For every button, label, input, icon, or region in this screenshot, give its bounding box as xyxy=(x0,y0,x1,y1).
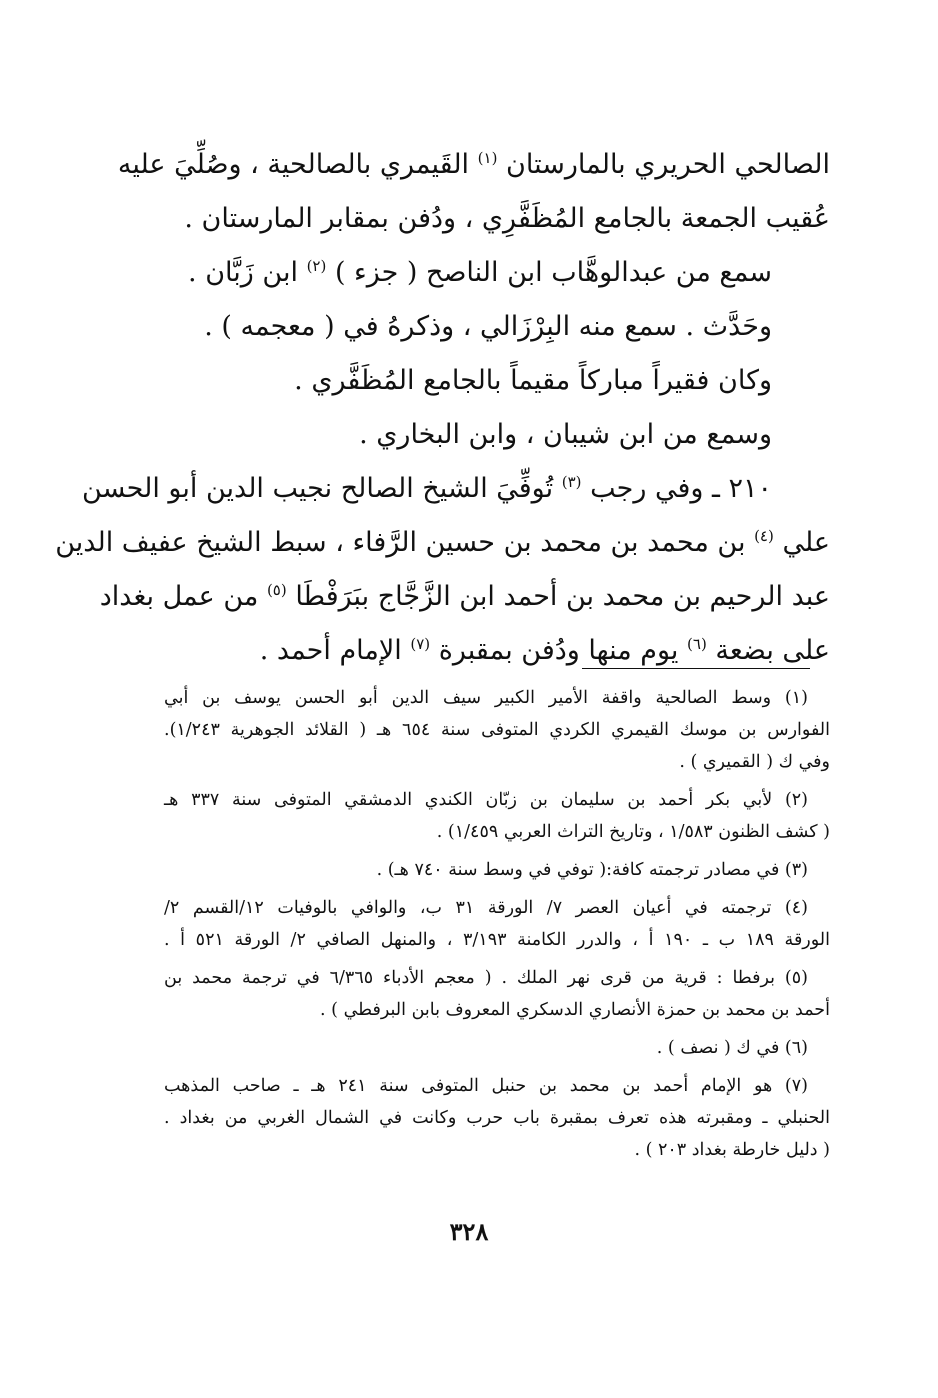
footnote-line: (٣) في مصادر ترجمته كافة:( توفي في وسط سنة ٧٤٠ هـ) . xyxy=(376,860,808,880)
footnote-line: أحمد بن محمد بن حمزة الأنصاري الدسكري المعروف بابن البرفطي ) . xyxy=(320,1000,830,1020)
footnote-marker: (٧) xyxy=(410,635,431,653)
text-line: سمع من عبدالوهَّاب ابن الناصح ( جزء ) $^{(٢)}$ ابن زَبَّان . xyxy=(188,257,772,288)
footnote-line: (٦) في ك ( نصف ) . xyxy=(656,1038,808,1058)
text-line: وسمع من ابن شيبان ، وابن البخاري . xyxy=(359,419,772,450)
main-text xyxy=(55,138,830,678)
footnote-line: وفي ك ( القميري ) . xyxy=(679,752,830,772)
footnote-marker: (٢) xyxy=(306,257,327,275)
footnote-line: الحنبلي ـ ومقبرته هذه تعرف بمقبرة باب حرب وكانت في الشمال الغربي من بغداد . xyxy=(164,1108,830,1128)
page-number: ٣٢٨ xyxy=(449,1217,489,1246)
footnote-marker: (٦) xyxy=(687,635,707,653)
footnote-separator xyxy=(582,668,810,669)
text-line: علي $^{(٤)}$ بن محمد بن محمد بن حسين الرَّفاء ، سبط الشيخ عفيف الدين xyxy=(55,527,830,558)
footnote-line: (٥) برفطا : قرية من قرى نهر الملك . ( معجم الأدباء ٦/٣٦٥ في ترجمة محمد بن xyxy=(164,968,808,988)
footnote-marker: (٣) xyxy=(561,473,582,491)
footnote-line: (٤) ترجمته في أعيان العصر ٧/ الورقة ٣١ ب، والوافي بالوفيات ١٢/القسم ٢/ xyxy=(164,898,808,918)
footnote-line: (٧) هو الإمام أحمد بن محمد بن حنبل المتوفى سنة ٢٤١ هـ ـ صاحب المذهب xyxy=(164,1076,808,1096)
text-line: عبد الرحيم بن محمد بن أحمد ابن الزَّجَّاج ببَرَفْطَا $^{(٥)}$ من عمل بغداد xyxy=(99,581,830,612)
footnote-marker: (٥) xyxy=(266,581,287,599)
footnotes xyxy=(164,682,830,1166)
text-line: عُقيب الجمعة بالجامع المُظَفَّرِي ، ودُفن بمقابر المارستان . xyxy=(184,203,830,234)
text-line: وحَدَّث . سمع منه البِرْزَالي ، وذكرهُ في ( معجمه ) . xyxy=(204,311,772,342)
footnote-line: الفوارس بن موسك القيمري الكردي المتوفى سنة ٦٥٤ هـ ( القلائد الجوهرية ١/٢٤٣). xyxy=(164,720,830,740)
footnote-marker: (٤) xyxy=(754,527,774,545)
footnote-marker: (١) xyxy=(477,149,498,167)
footnote-line: (٢) لأبي بكر أحمد بن سليمان بن زبّان الكندي الدمشقي المتوفى سنة ٣٣٧ هـ xyxy=(164,790,808,810)
text-line: على بضعة $^{(٦)}$ يوم منها ودُفن بمقبرة $^{(٧)}$ الإمام أحمد . xyxy=(259,635,830,666)
footnote-line: ( دليل خارطة بغداد ٢٠٣ ) . xyxy=(634,1140,830,1160)
text-line: وكان فقيراً مباركاً مقيماً بالجامع المُظَفَّري . xyxy=(294,365,772,396)
text-line: الصالحي الحريري بالمارستان $^{(١)}$ القَيمري بالصالحية ، وصُلِّيَ عليه xyxy=(117,149,830,180)
footnote-line: الورقة ١٨٩ ب ـ ١٩٠ أ ، والدرر الكامنة ٣/١٩٣ ، والمنهل الصافي ٢/ الورقة ٥٢١ أ . xyxy=(164,930,830,950)
entry-heading-line: ٢١٠ ـ وفي رجب $^{(٣)}$ تُوفِّيَ الشيخ الصالح نجيب الدين أبو الحسن xyxy=(82,473,772,504)
footnote-line: (١) وسط الصالحية واقفة الأمير الكبير سيف الدين أبو الحسن يوسف بن أبي xyxy=(164,688,808,708)
footnote-line: ( كشف الظنون ١/٥٨٣ ، وتاريخ التراث العربي ١/٤٥٩) . xyxy=(436,822,830,842)
